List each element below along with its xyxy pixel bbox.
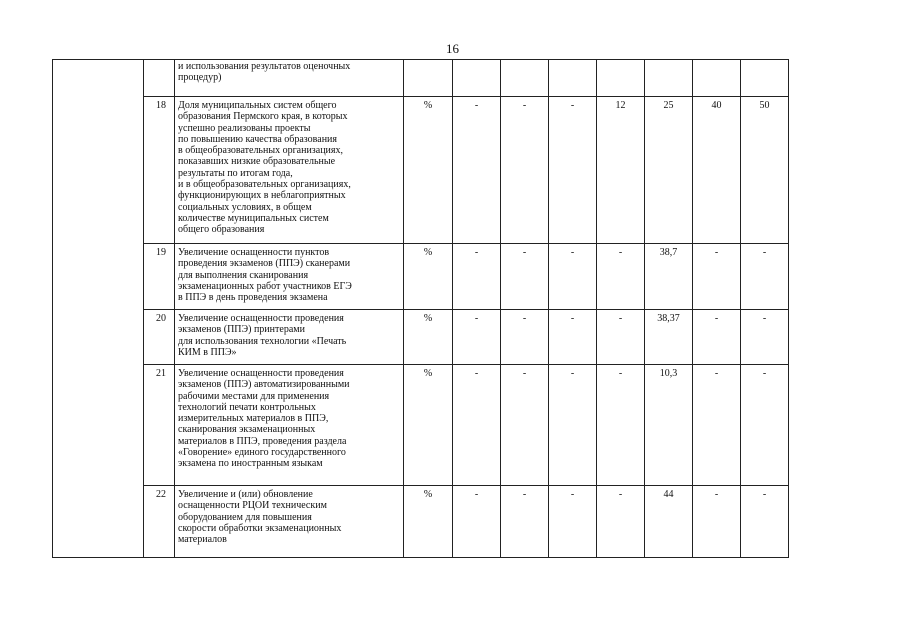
indicator-text-line: технологий печати контрольных [178, 401, 316, 413]
value-cell [501, 97, 549, 244]
row-number-cell [144, 244, 175, 310]
value: 25 [663, 100, 674, 111]
row-number: 20 [156, 313, 166, 324]
value-cell [597, 310, 645, 365]
value-cell [645, 365, 693, 486]
value-cell [501, 365, 549, 486]
indicator-text-line: Увеличение и (или) обновление [178, 489, 313, 500]
unit-cell [404, 310, 453, 365]
indicator-name-cell [175, 244, 404, 310]
value: - [474, 247, 479, 258]
value: - [618, 368, 623, 379]
indicator-text-line: Увеличение оснащенности проведения [178, 368, 344, 379]
value-cell [549, 97, 597, 244]
value: - [714, 368, 719, 379]
left-margin-cell [53, 60, 144, 558]
indicator-name-cell [175, 365, 404, 486]
value: 10,3 [659, 368, 678, 379]
value-cell [453, 365, 501, 486]
row-number-cell [144, 486, 175, 558]
value [453, 60, 500, 63]
value-cell [597, 365, 645, 486]
value [693, 60, 740, 63]
indicator-text-line: функционирующих в неблагоприятных [178, 190, 346, 202]
value-cell [645, 310, 693, 365]
value [645, 60, 692, 63]
indicator-text-line: Увеличение оснащенности пунктов [178, 247, 330, 258]
indicator-text-line: показавших низкие образовательные [178, 156, 336, 168]
value-cell [549, 310, 597, 365]
indicator-text-line: для выполнения сканирования [178, 269, 309, 281]
indicator-text-line: экзамена по иностранным языкам [178, 458, 323, 470]
value: - [570, 247, 575, 258]
indicator-name-cell [175, 60, 404, 97]
value-cell [597, 244, 645, 310]
value: 50 [759, 100, 770, 111]
indicator-text-line: экзаменов (ППЭ) автоматизированными [178, 379, 350, 391]
row-number: 22 [156, 489, 166, 500]
value-cell [549, 244, 597, 310]
value: - [570, 100, 575, 111]
page-number: 16 [446, 41, 459, 56]
indicator-text-line: скорости обработки экзаменационных [178, 522, 342, 534]
row-number: 21 [156, 368, 166, 379]
value: - [522, 489, 527, 500]
unit-value: % [423, 368, 433, 379]
indicator-text-line: экзаменов (ППЭ) принтерами [178, 324, 305, 336]
value-cell [693, 97, 741, 244]
value [501, 60, 548, 63]
row-number: 19 [156, 247, 166, 258]
indicator-text-line: экзаменационных работ участников ЕГЭ [178, 280, 352, 292]
value: - [714, 489, 719, 500]
indicator-text-line: успешно реализованы проекты [178, 122, 311, 134]
unit-value: % [423, 313, 433, 324]
table-row [53, 486, 789, 558]
value: 40 [711, 100, 722, 111]
indicator-text-line: социальных условиях, в общем [178, 201, 312, 213]
value-cell [741, 365, 789, 486]
value: - [522, 100, 527, 111]
indicator-text-line: общего образования [178, 224, 265, 236]
indicator-text-line: в ППЭ в день проведения экзамена [178, 292, 328, 304]
value: - [762, 313, 767, 324]
indicator-text-line: в общеобразовательных организациях, [178, 145, 343, 157]
value-cell [741, 310, 789, 365]
indicator-name-cell [175, 97, 404, 244]
unit-cell [404, 244, 453, 310]
value: - [762, 489, 767, 500]
indicator-text-line: количестве муниципальных систем [178, 212, 329, 224]
value: 12 [615, 100, 626, 111]
value: 38,37 [657, 313, 680, 324]
value: - [762, 368, 767, 379]
value-cell [453, 244, 501, 310]
indicator-text-line: КИМ в ППЭ» [178, 346, 237, 358]
value: - [522, 247, 527, 258]
value-cell [501, 486, 549, 558]
unit-value: % [423, 100, 433, 111]
row-number: 18 [156, 100, 166, 111]
value: - [474, 100, 479, 111]
indicator-text-line: и в общеобразовательных организациях, [178, 179, 351, 191]
indicator-text-line: образования Пермского края, в которых [178, 111, 348, 123]
value: - [570, 368, 575, 379]
indicator-text-line: «Говорение» единого государственного [178, 447, 346, 459]
value-cell [645, 486, 693, 558]
indicator-text-line: по повышению качества образования [178, 133, 338, 145]
value-cell [645, 60, 693, 97]
value-cell [741, 60, 789, 97]
unit-value: % [423, 489, 433, 500]
indicator-text-line: измерительных материалов в ППЭ, [178, 413, 329, 425]
indicator-text-line: оборудованием для повышения [178, 511, 312, 523]
indicator-text-line: результаты по итогам года, [178, 167, 293, 179]
row-number-cell [144, 310, 175, 365]
value: - [522, 368, 527, 379]
value: 38,7 [659, 247, 678, 258]
value-cell [693, 244, 741, 310]
table-row [53, 310, 789, 365]
value [597, 60, 644, 63]
value-cell [453, 486, 501, 558]
indicators-table [52, 59, 789, 558]
table-row [53, 97, 789, 244]
value-cell [741, 244, 789, 310]
indicator-text-line: Доля муниципальных систем общего [178, 100, 337, 111]
value [741, 60, 788, 63]
row-number-cell [144, 97, 175, 244]
value: - [474, 489, 479, 500]
row-number-cell [144, 60, 175, 97]
indicator-text-line: Увеличение оснащенности проведения [178, 313, 344, 324]
value-cell [549, 60, 597, 97]
unit-cell [404, 97, 453, 244]
row-number-cell [144, 365, 175, 486]
value-cell [501, 60, 549, 97]
value-cell [645, 244, 693, 310]
value-cell [741, 486, 789, 558]
value: - [474, 368, 479, 379]
indicator-text-line: для использования технологии «Печать [178, 335, 347, 347]
indicator-text-line: материалов [178, 534, 227, 546]
value-cell [597, 97, 645, 244]
value: - [618, 247, 623, 258]
value-cell [597, 486, 645, 558]
indicator-name-cell [175, 486, 404, 558]
value: - [714, 247, 719, 258]
value-cell [693, 310, 741, 365]
indicator-text-line: рабочими местами для применения [178, 390, 330, 402]
value-cell [501, 244, 549, 310]
indicator-text-line: оснащенности РЦОИ техническим [178, 500, 327, 512]
value-cell [741, 97, 789, 244]
value: - [714, 313, 719, 324]
row-number [144, 60, 174, 63]
unit-cell [404, 486, 453, 558]
unit-value [404, 60, 452, 63]
indicator-text-line: процедур) [178, 72, 222, 84]
table-row [53, 60, 789, 97]
value: - [570, 313, 575, 324]
value: - [570, 489, 575, 500]
value: - [474, 313, 479, 324]
value-cell [597, 60, 645, 97]
value-cell [693, 486, 741, 558]
unit-cell [404, 365, 453, 486]
indicator-name-cell [175, 310, 404, 365]
table-row [53, 244, 789, 310]
value: 44 [663, 489, 674, 500]
value-cell [693, 60, 741, 97]
value-cell [453, 97, 501, 244]
value-cell [549, 486, 597, 558]
value-cell [501, 310, 549, 365]
indicator-text-line: сканирования экзаменационных [178, 424, 316, 436]
indicator-text-line: материалов в ППЭ, проведения раздела [178, 435, 347, 447]
unit-cell [404, 60, 453, 97]
unit-value: % [423, 247, 433, 258]
value-cell [645, 97, 693, 244]
indicator-text-line: проведения экзаменов (ППЭ) сканерами [178, 258, 351, 270]
table-row [53, 365, 789, 486]
value-cell [549, 365, 597, 486]
indicator-text-line: и использования результатов оценочных [178, 61, 351, 72]
value: - [522, 313, 527, 324]
value: - [618, 489, 623, 500]
value-cell [453, 310, 501, 365]
value-cell [453, 60, 501, 97]
value: - [618, 313, 623, 324]
value: - [762, 247, 767, 258]
value-cell [693, 365, 741, 486]
value [549, 60, 596, 63]
